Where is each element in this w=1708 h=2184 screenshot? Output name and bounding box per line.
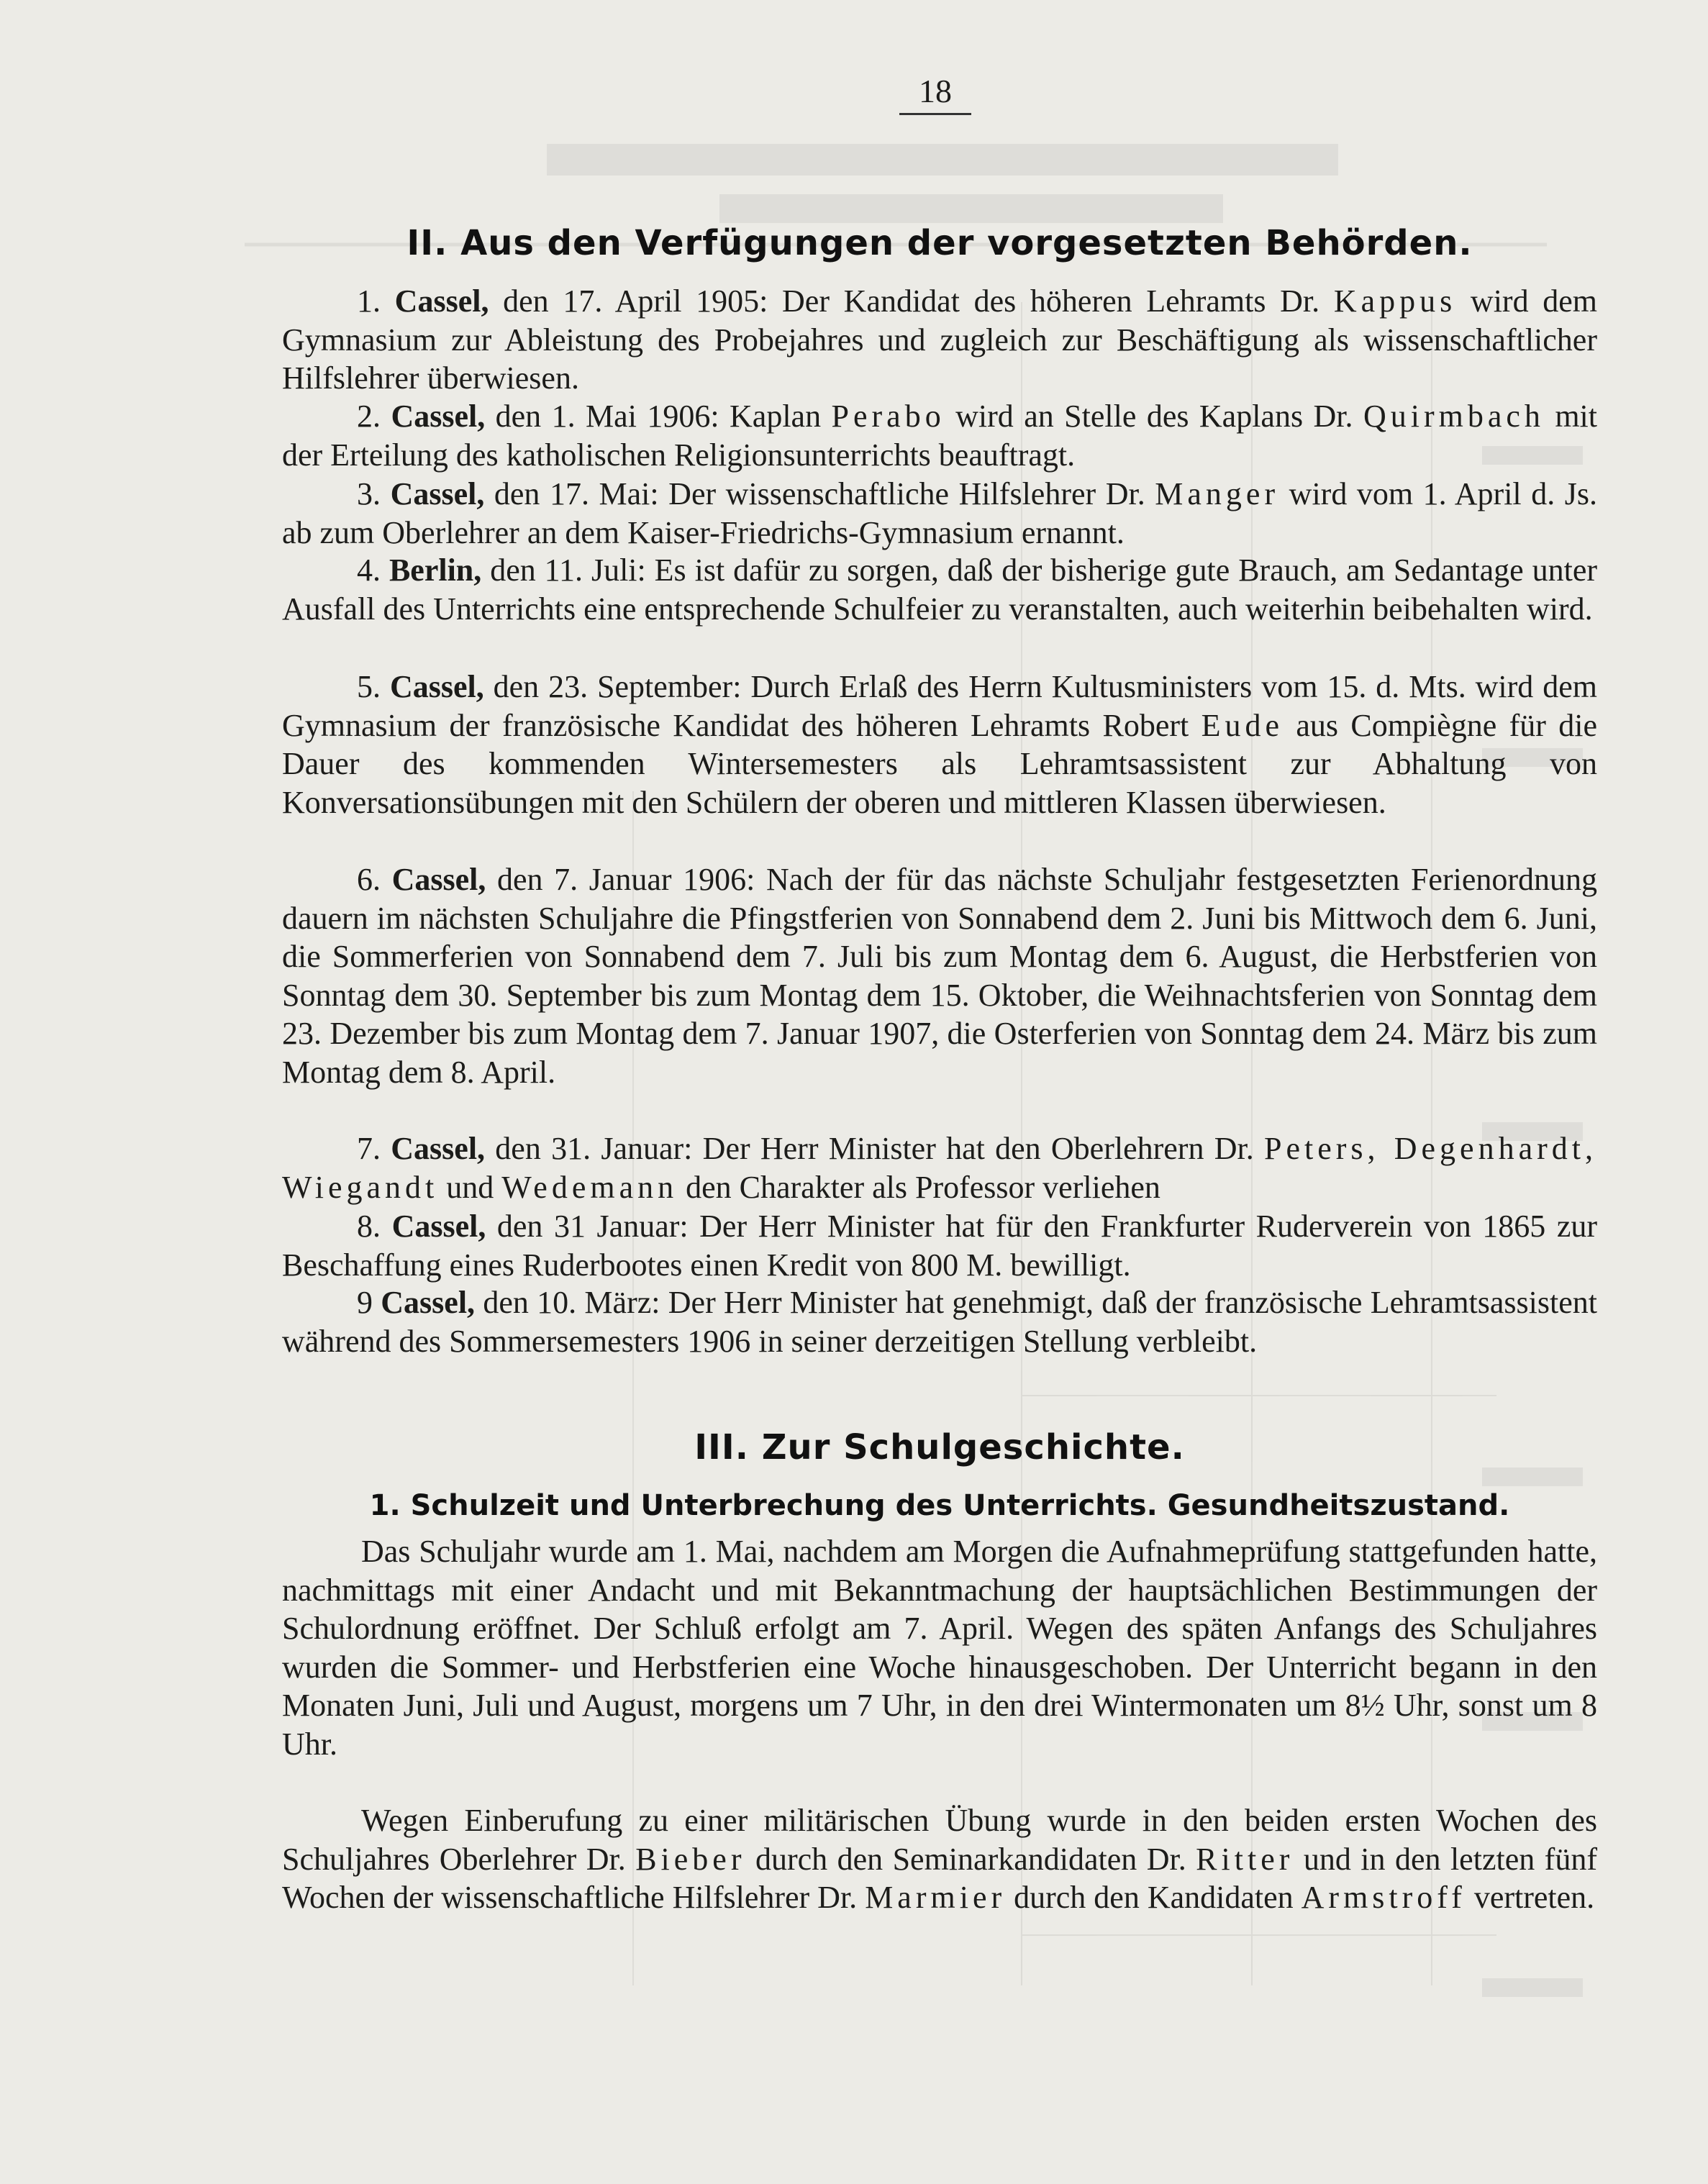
section-heading-ii: II. Aus den Verfügungen der vorgesetzten Behörden. [406, 223, 1473, 263]
body-paragraph: Wegen Einberufung zu einer militärischen Übung wurde in den beiden ersten Wochen des Schuljahres Oberlehrer Dr. Bieber durch den Seminarkandidaten Dr. Ritter und in den letzten fünf Wochen der wissenschaftliche Hilfslehrer Dr. Marmier durch den Kandidaten Armstroff vertreten. [282, 1803, 1597, 1915]
list-item: 5. Cassel, den 23. September: Durch Erlaß des Herrn Kultusministers vom 15. d. Mts. wird dem Gymnasium der französische Kandidat des höheren Lehramts Robert Eude aus Compiègne für die Dauer des kommenden Wintersemesters als Lehramtsassistent zur Abhaltung von Konversationsübungen mit den Schülern der oberen und mittleren Klassen überwiesen. [282, 669, 1597, 820]
list-item: 9 Cassel, den 10. März: Der Herr Minister hat genehmigt, daß der französische Lehramtsassistent während des Sommersemesters 1906 in seiner derzeitigen Stellung verbleibt. [282, 1285, 1598, 1359]
list-item: 1. Cassel, den 17. April 1905: Der Kandidat des höheren Lehramts Dr. Kappus wird dem Gymnasium zur Ableistung des Probejahres und zugleich zur Beschäftigung als wissenschaftlicher Hilfslehrer überwiesen. [282, 283, 1597, 396]
list-item: 7. Cassel, den 31. Januar: Der Herr Minister hat den Oberlehrern Dr. Peters, Degenhardt, Wiegandt und Wedemann den Charakter als Professor verliehen [282, 1131, 1597, 1205]
list-item: 2. Cassel, den 1. Mai 1906: Kaplan Perabo wird an Stelle des Kaplans Dr. Quirmbach mit der Erteilung des katholischen Religionsunterrichts beauftragt. [282, 399, 1597, 473]
body-paragraph: Das Schuljahr wurde am 1. Mai, nachdem am Morgen die Aufnahmeprüfung stattgefunden hatte, nachmittags mit einer Andacht und mit Bekanntmachung der hauptsächlichen Bestimmungen der Schulordnung eröffnet. Der Schluß erfolgt am 7. April. Wegen des späten Anfangs des Schuljahres wurden die Sommer- und Herbstferien eine Woche hinausgeschoben. Der Unterricht begann in den Monaten Juni, Juli und August, morgens um 7 Uhr, in den drei Wintermonaten um 8½ Uhr, sonst um 8 Uhr. [282, 1534, 1597, 1762]
list-item: 8. Cassel, den 31 Januar: Der Herr Minister hat für den Frankfurter Ruderverein von 1865 zur Beschaffung eines Ruderbootes einen Kredit von 800 M. bewilligt. [282, 1209, 1597, 1283]
section-heading-iii: III. Zur Schulgeschichte. [694, 1427, 1185, 1468]
list-item: 4. Berlin, den 11. Juli: Es ist dafür zu sorgen, daß der bisherige gute Brauch, am Sedantage unter Ausfall des Unterrichts eine entsprechende Schulfeier zu veranstalten, auch weiterhin beibehalten wird. [282, 552, 1598, 627]
list-item: 6. Cassel, den 7. Januar 1906: Nach der für das nächste Schuljahr festgesetzten Ferienordnung dauern im nächsten Schuljahre die Pfingstferien von Sonnabend dem 2. Juni bis Mittwoch dem 6. Juni, die Sommerferien von Sonnabend dem 7. Juli bis zum Montag dem 6. August, die Herbstferien von Sonntag dem 30. September bis zum Montag dem 15. Oktober, die Weihnachtsferien von Sonntag dem 23. Dezember bis zum Montag dem 7. Januar 1907, die Osterferien von Sonntag dem 24. März bis zum Montag dem 8. April. [282, 862, 1598, 1090]
subsection-heading: 1. Schulzeit und Unterbrechung des Unterrichts. Gesundheitszustand. [369, 1489, 1510, 1522]
list-item: 3. Cassel, den 17. Mai: Der wissenschaftliche Hilfslehrer Dr. Manger wird vom 1. April d. Js. ab zum Oberlehrer an dem Kaiser-Friedrichs-Gymnasium ernannt. [282, 476, 1598, 550]
page-number: 18 [899, 72, 971, 115]
